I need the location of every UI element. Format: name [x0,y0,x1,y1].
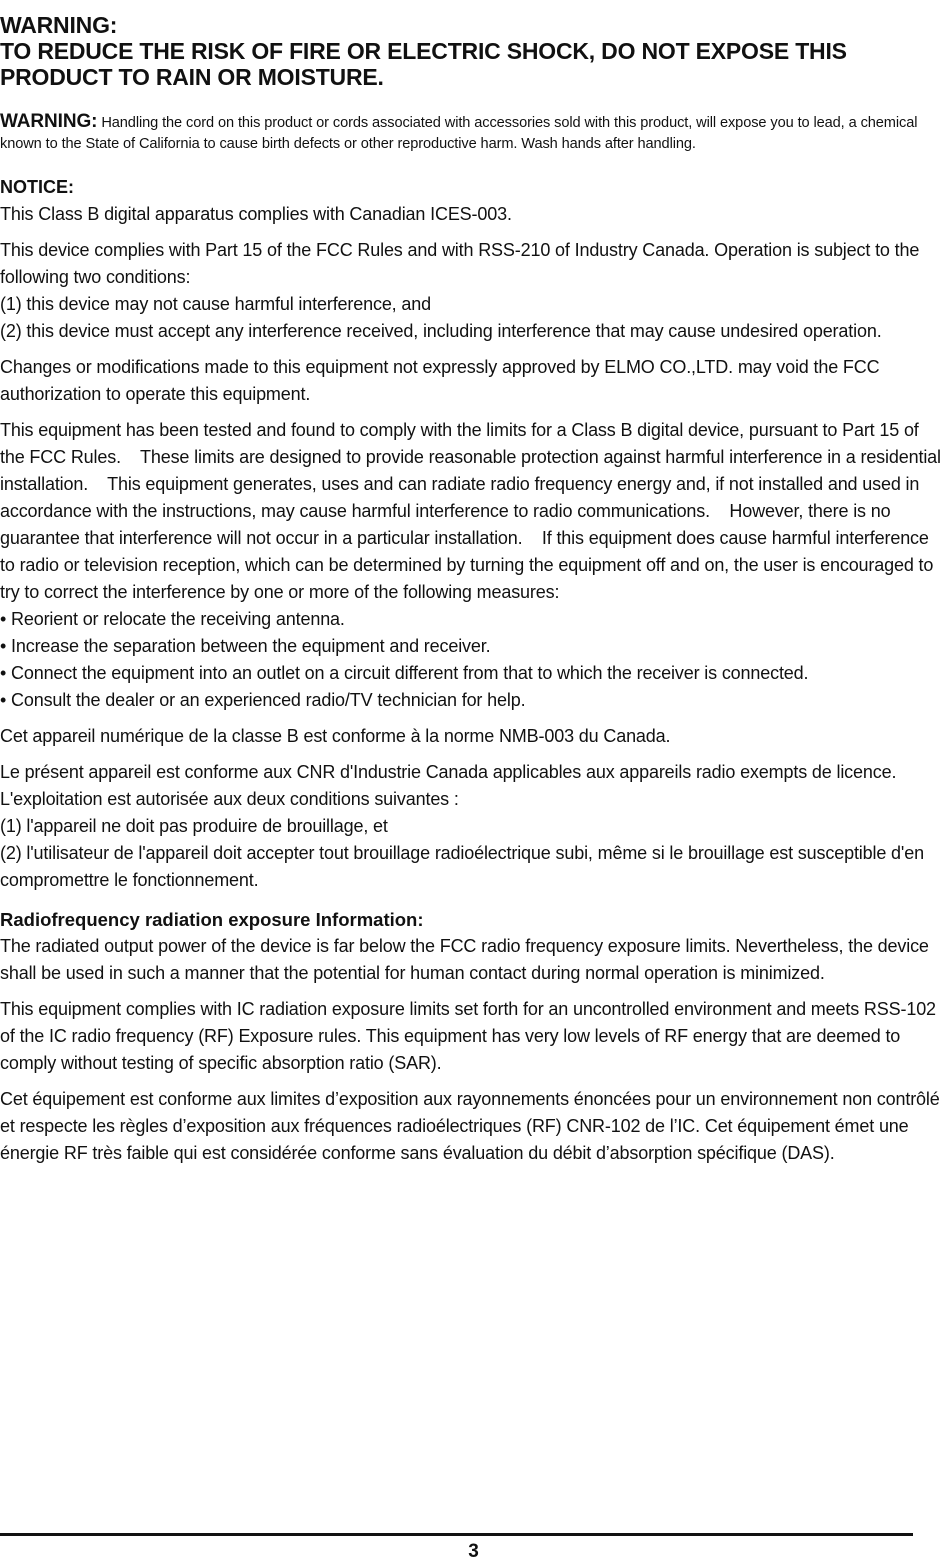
notice-heading: NOTICE: [0,177,74,197]
cnr-intro: Le présent appareil est conforme aux CNR d'Industrie Canada applicables aux appareils radio exempts de licence. L'exploitation est autorisée aux deux conditions suivantes : [0,762,897,809]
rf-exposure-text-2: This equipment complies with IC radiation exposure limits set forth for an uncontrolled environment and meets RSS-102 of the IC radio frequency (RF) Exposure rules. This equipment has very low levels of RF energy that are deemed to comply without testing of specific absorption ratio (SAR). [0,999,936,1073]
lead-warning-text: Handling the cord on this product or cords associated with accessories sold with this product, will expose you to lead, a chemical known to the State of California to cause birth defects or other reproductive harm. Wash hands after handling. [0,115,918,152]
measure-item: • Increase the separation between the equipment and receiver. [0,636,491,656]
class-b-text: This equipment has been tested and found to comply with the limits for a Class B digital device, pursuant to Part 15 of the FCC Rules. These limits are designed to provide reasonable protection against harmful interference in a residential installation. This equipment generates, uses and can radiate radio frequency energy and, if not installed and used in accordance with the instructions, may cause harmful interference to radio communications. However, there is no guarantee that interference will not occur in a particular installation. If this equipment does cause harmful interference to radio or television reception, which can be determined by turning the equipment off and on, the user is encouraged to try to correct the interference by one or more of the following measures: [0,420,941,602]
rf-exposure-text-1: The radiated output power of the device is far below the FCC radio frequency exposure limits. Nevertheless, the device shall be used in such a manner that the potential for human contact during normal operation is minimized. [0,936,929,983]
cnr-condition-1: (1) l'appareil ne doit pas produire de brouillage, et [0,816,388,836]
measure-item: • Connect the equipment into an outlet on a circuit different from that to which the receiver is connected. [0,663,809,683]
measure-item: • Reorient or relocate the receiving antenna. [0,609,345,629]
lead-warning-label: WARNING: [0,111,98,132]
main-warning-label: WARNING: [0,12,118,38]
main-warning [0,12,945,90]
manual-page [0,12,945,1167]
ices-statement: This Class B digital apparatus complies with Canadian ICES-003. [0,204,512,224]
main-warning-line-2: PRODUCT TO RAIN OR MOISTURE. [0,64,384,90]
fcc-part15-intro: This device complies with Part 15 of the FCC Rules and with RSS-210 of Industry Canada. Operation is subject to the following two conditions: [0,240,920,287]
nmb-statement: Cet appareil numérique de la classe B est conforme à la norme NMB-003 du Canada. [0,726,671,746]
class-b-section [0,417,945,714]
rf-exposure-heading: Radiofrequency radiation exposure Information: [0,909,424,930]
cnr-section [0,759,945,894]
lead-warning [0,112,945,154]
fcc-condition-2: (2) this device must accept any interference received, including interference that may cause undesired operation. [0,321,882,341]
fcc-condition-1: (1) this device may not cause harmful interference, and [0,294,431,314]
fcc-part15-section [0,237,945,345]
measure-item: • Consult the dealer or an experienced radio/TV technician for help. [0,690,526,710]
main-warning-line-1: TO REDUCE THE RISK OF FIRE OR ELECTRIC SHOCK, DO NOT EXPOSE THIS [0,38,847,64]
page-number: 3 [468,1541,479,1562]
changes-statement: Changes or modifications made to this equipment not expressly approved by ELMO CO.,LTD. may void the FCC authorization to operate this equipment. [0,357,880,404]
cnr-condition-2: (2) l'utilisateur de l'appareil doit accepter tout brouillage radioélectrique subi, même si le brouillage est susceptible d'en compromettre le fonctionnement. [0,843,924,890]
footer-divider [0,1533,913,1536]
rf-exposure-text-3: Cet équipement est conforme aux limites d’exposition aux rayonnements énoncées pour un environnement non contrôlé et respecte les règles d’exposition aux fréquences radioélectriques (RF) CNR-102 de l’IC. Cet équipement émet une énergie RF très faible qui est considérée conforme sans évaluation du débit d’absorption spécifique (DAS). [0,1089,940,1163]
